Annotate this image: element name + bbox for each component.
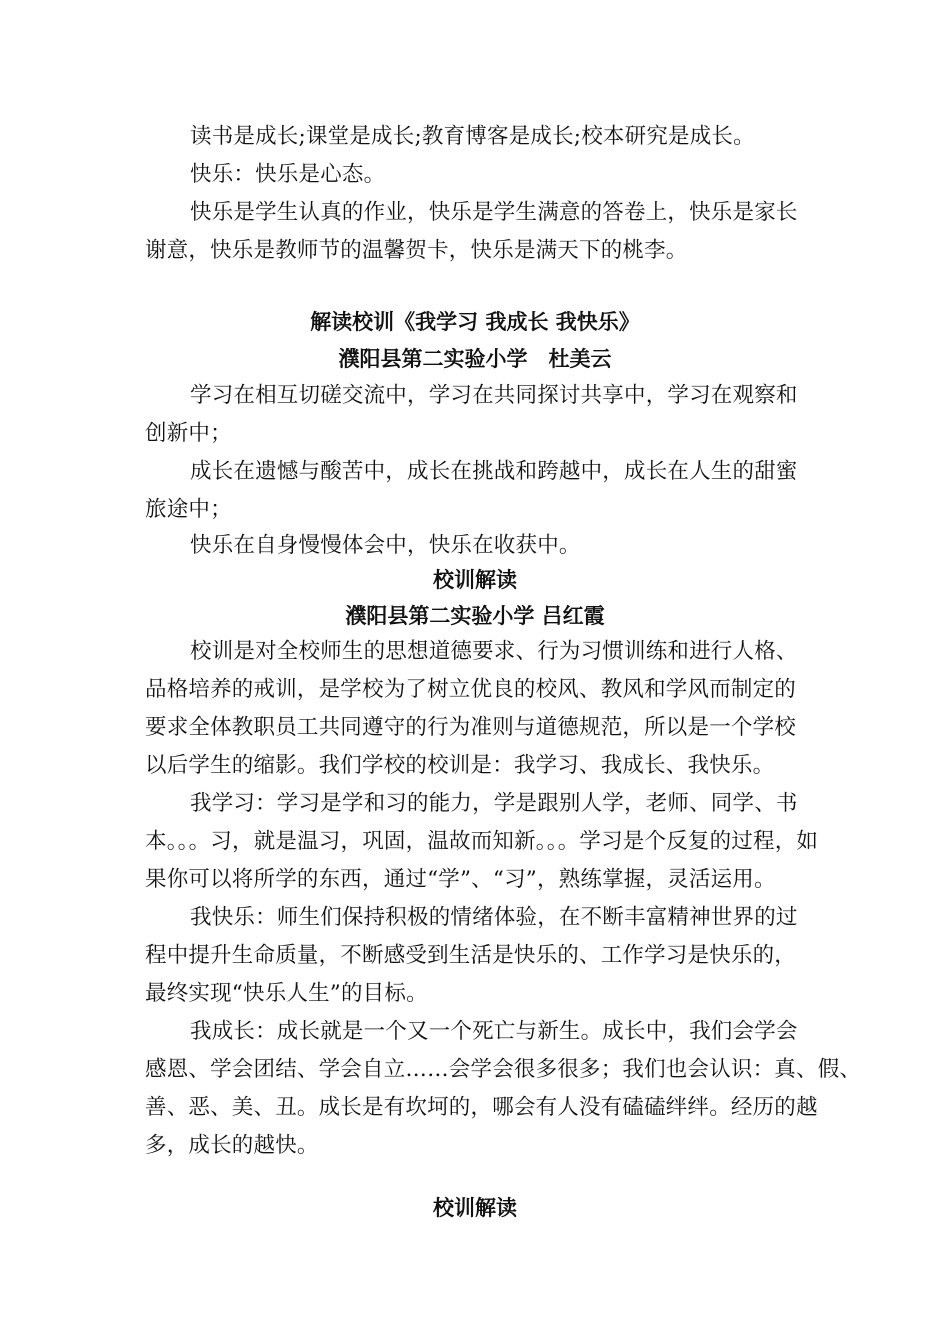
section-title: 校训解读 [433, 568, 517, 592]
paragraph-line: 善、恶、美、丑。成长是有坎坷的，哪会有人没有磕磕绊绊。经历的越 [145, 1095, 818, 1120]
paragraph-line: 以后学生的缩影。我们学校的校训是：我学习、我成长、我快乐。 [145, 753, 775, 778]
paragraph-line: 谢意，快乐是教师节的温馨贺卡，快乐是满天下的桃李。 [145, 238, 688, 263]
paragraph-line: 要求全体教职员工共同遵守的行为准则与道德规范，所以是一个学校 [145, 715, 797, 740]
paragraph-line: 品格培养的戒训，是学校为了树立优良的校风、教风和学风而制定的 [145, 677, 797, 702]
paragraph-line: 快乐：快乐是心态。 [190, 162, 386, 187]
author-line: 濮阳县第二实验小学 吕红霞 [345, 604, 605, 628]
paragraph-line: 本。。。习，就是温习，巩固，温故而知新。。。学习是个反复的过程，如 [145, 829, 819, 854]
paragraph-line: 最终实现“快乐人生”的目标。 [145, 981, 428, 1006]
section-title: 校训解读 [433, 1196, 517, 1220]
paragraph-line: 旅途中； [145, 497, 232, 522]
paragraph-line: 读书是成长;课堂是成长;教育博客是成长;校本研究是成长。 [190, 124, 755, 149]
paragraph-line: 我快乐：师生们保持积极的情绪体验，在不断丰富精神世界的过 [190, 905, 798, 930]
paragraph-line: 感恩、学会团结、学会自立……会学会很多很多；我们也会认识：真、假、 [145, 1057, 862, 1082]
section-title: 解读校训《我学习 我成长 我快乐》 [310, 310, 640, 334]
paragraph-line: 我成长：成长就是一个又一个死亡与新生。成长中，我们会学会 [190, 1019, 798, 1044]
paragraph-line: 创新中； [145, 421, 232, 446]
paragraph-line: 程中提升生命质量，不断感受到生活是快乐的、工作学习是快乐的， [145, 943, 797, 968]
paragraph-line: 快乐是学生认真的作业，快乐是学生满意的答卷上，快乐是家长 [190, 200, 798, 225]
author-line: 濮阳县第二实验小学 杜美云 [338, 347, 612, 371]
paragraph-line: 我学习：学习是学和习的能力，学是跟别人学，老师、同学、书 [190, 791, 798, 816]
paragraph-line: 学习在相互切磋交流中，学习在共同探讨共享中，学习在观察和 [190, 383, 798, 408]
paragraph-line: 果你可以将所学的东西，通过“学”、“习”，熟练掌握，灵活运用。 [145, 867, 776, 892]
paragraph-line: 校训是对全校师生的思想道德要求、行为习惯训练和进行人格、 [190, 639, 798, 664]
paragraph-line: 多，成长的越快。 [145, 1133, 319, 1158]
paragraph-line: 快乐在自身慢慢体会中，快乐在收获中。 [190, 533, 581, 558]
paragraph-line: 成长在遗憾与酸苦中，成长在挑战和跨越中，成长在人生的甜蜜 [190, 459, 798, 484]
